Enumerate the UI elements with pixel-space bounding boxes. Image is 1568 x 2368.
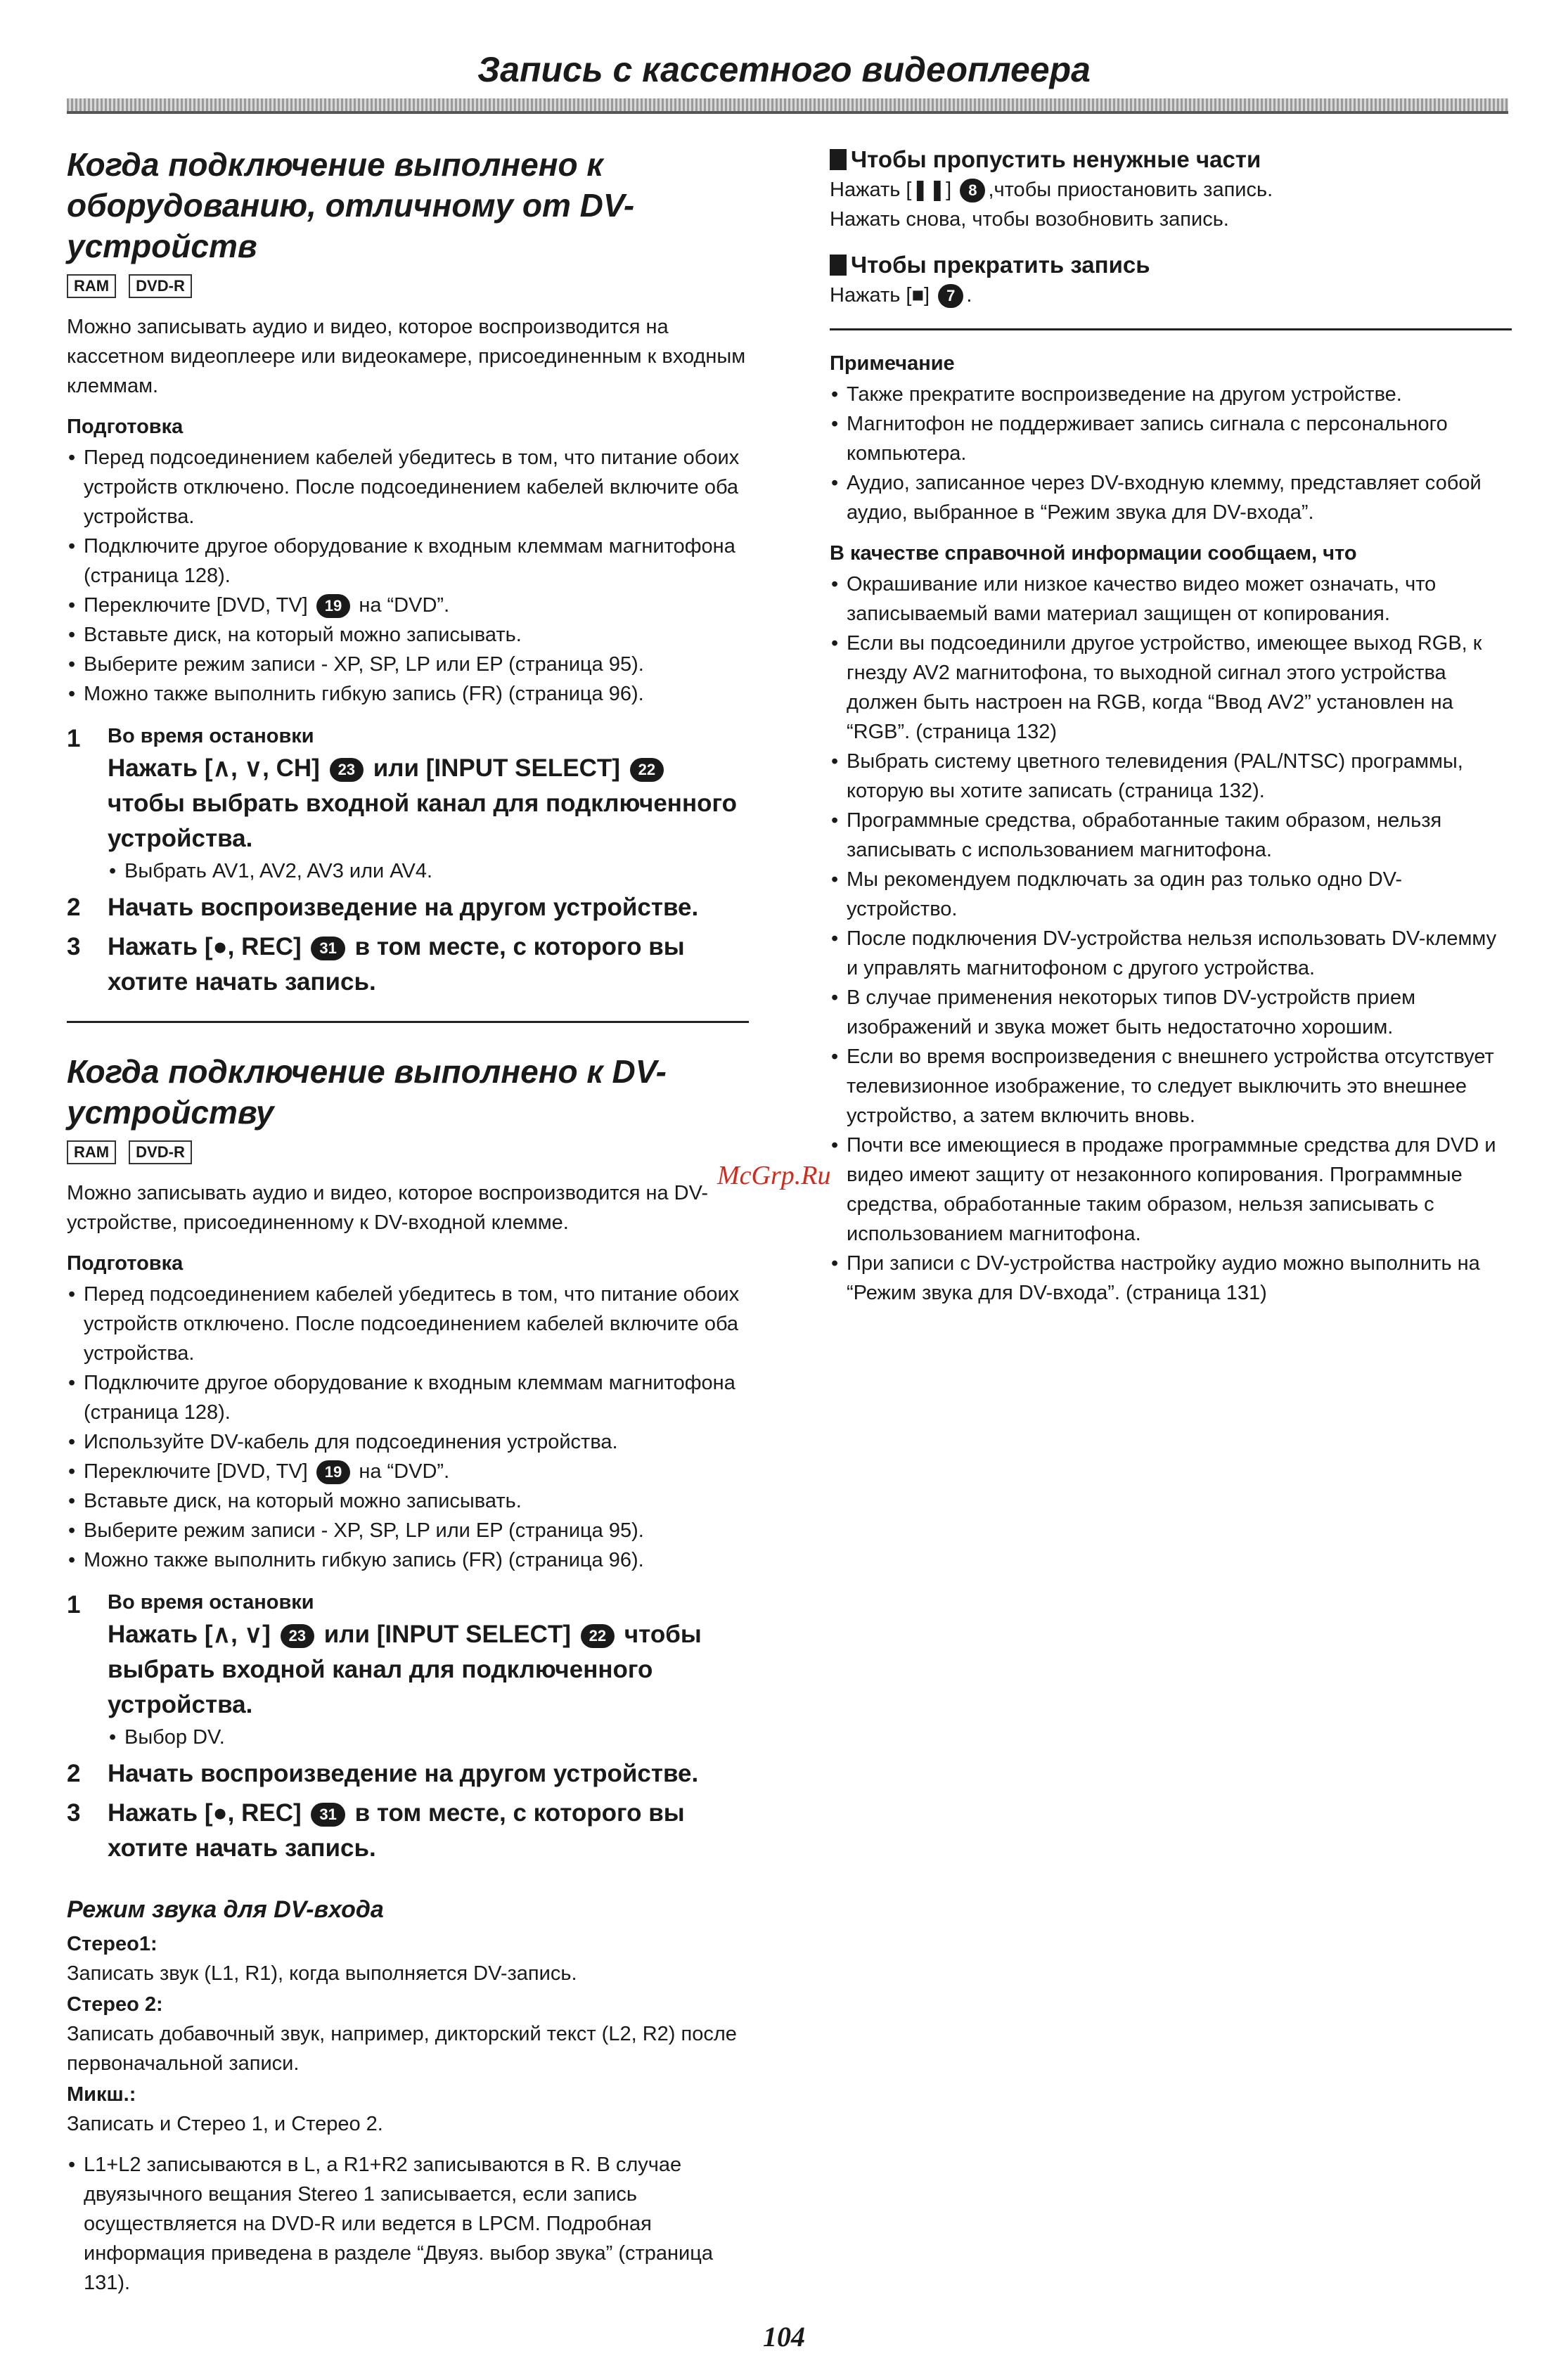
step-number: 1 [67,725,81,752]
step-number: 3 [67,1799,81,1827]
step-1 [67,721,749,886]
button-number-badge: 8 [960,179,985,202]
step-action-text: Нажать [∧, ∨, CH] [108,754,320,782]
list-item: • Если вы подсоединили другое устройство, имеющее выход RGB, к гнезду AV2 магнитофона, то выходной сигнал этого устройства должен быть настроен на RGB, когда “Ввод AV2” установлен на “RGB”. (страница 132) [830,629,1512,747]
prep-list [67,443,749,709]
right-column [830,144,1512,1319]
button-number-badge: 22 [581,1624,615,1648]
list-item: • Почти все имеющиеся в продаже программные средства для DVD и видео имеют защиту от незаконного копирования. Программные средства, обработанные таким образом, нельзя записывать с использованием магнитофона. [830,1131,1512,1249]
disc-tags [67,1138,749,1164]
tag-dvd-r: DVD-R [129,1140,192,1164]
button-number-badge: 23 [281,1624,314,1648]
list-item: • Выбрать систему цветного телевидения (PAL/NTSC) программы, которую вы хотите записать (страница 132). [830,747,1512,806]
switch-text: Переключите [DVD, TV] [84,594,308,617]
prep-label: Подготовка [67,416,184,438]
list-item: • Подключите другое оборудование к входным клеммам магнитофона (страница 128). [67,1368,749,1427]
switch-text-end: на “DVD”. [359,1460,450,1483]
step-number: 1 [67,1591,81,1619]
square-marker-icon [830,149,847,170]
stop-title-text: Чтобы прекратить запись [851,252,1150,278]
section-title: Когда подключение выполнено к DV-устройству [67,1053,667,1131]
section-title: Когда подключение выполнено к оборудованию, отличному от DV-устройств [67,146,635,264]
stop-text: . [966,284,972,307]
tag-ram: RAM [67,274,116,298]
button-number-badge: 19 [316,1460,350,1484]
page-title: Запись с кассетного видеоплеера [477,50,1091,89]
mode-desc: Записать звук (L1, R1), когда выполняется DV-запись. [67,1962,577,1985]
prep-list [67,1280,749,1575]
list-item: • Выберите режим записи - XP, SP, LP или EP (страница 95). [67,1516,749,1545]
step-action-text: в том месте, с которого вы хотите начать запись. [108,933,685,996]
info-label: В качестве справочной информации сообщаем, что [830,542,1357,565]
mode-desc: Записать добавочный звук, например, дикторский текст (L2, R2) после первоначальной записи. [67,2023,737,2075]
step-3 [67,929,749,1000]
prep-label: Подготовка [67,1252,184,1275]
skip-title-text: Чтобы пропустить ненужные части [851,146,1261,172]
step-2 [67,1756,749,1791]
switch-text: Переключите [DVD, TV] [84,1460,308,1483]
step-action-text: чтобы выбрать входной канал для подключенного устройства. [108,1621,702,1718]
section-divider [830,328,1512,330]
stop-text: Нажать [■] [830,284,930,307]
audio-mode-title: Режим звука для DV-входа [67,1896,384,1923]
list-item: • В случае применения некоторых типов DV-устройств прием изображений и звука может быть недостаточно хорошим. [830,983,1512,1042]
step-note: • Выбрать AV1, AV2, AV3 или AV4. [108,856,749,886]
list-item: • Магнитофон не поддерживает запись сигнала с персонального компьютера. [830,409,1512,468]
title-rule [67,98,1508,114]
button-number-badge: 31 [311,937,345,960]
list-item: • L1+L2 записываются в L, а R1+R2 записываются в R. В случае двуязычного вещания Stereo 1 записывается, если запись осуществляется на DVD-R или ведется в LPCM. Подробная информация приведена в разделе “Двуяз. выбор звука” (страница 131). [67,2150,749,2298]
notes-list [830,380,1512,527]
step-action-text: или [INPUT SELECT] [323,1621,571,1648]
steps [67,721,749,1000]
step-3 [67,1796,749,1866]
intro-text: Можно записывать аудио и видео, которое воспроизводится на DV-устройстве, присоединенному к DV-входной клемме. [67,1182,709,1234]
button-number-badge: 19 [316,594,350,618]
list-item: • После подключения DV-устройства нельзя использовать DV-клемму и управлять магнитофоном с другого устройства. [830,924,1512,983]
list-item: • Вставьте диск, на который можно записывать. [67,1486,749,1516]
list-item: • Выберите режим записи - XP, SP, LP или EP (страница 95). [67,650,749,679]
list-item: • Перед подсоединением кабелей убедитесь в том, что питание обоих устройств отключено. После подсоединением кабелей включите оба устройства. [67,443,749,532]
section-non-dv [67,144,749,1000]
list-item: • Аудио, записанное через DV-входную клемму, представляет собой аудио, выбранное в “Режим звука для DV-входа”. [830,468,1512,527]
list-item: • Также прекратите воспроизведение на другом устройстве. [830,380,1512,409]
step-condition: Во время остановки [108,725,314,747]
tag-dvd-r: DVD-R [129,274,192,298]
step-action: Начать воспроизведение на другом устройстве. [108,894,699,921]
step-action [108,751,749,856]
mode-name: Стерео 2: [67,1993,163,2016]
list-item: • Можно также выполнить гибкую запись (FR) (страница 96). [67,1545,749,1575]
step-action [108,929,749,1000]
audio-notes [67,2150,749,2298]
step-action-text: Нажать [●, REC] [108,1799,302,1827]
stop-section [830,250,1512,310]
step-action-text: Нажать [∧, ∨] [108,1621,271,1648]
button-number-badge: 22 [630,758,664,782]
list-item: • Вставьте диск, на который можно записывать. [67,620,749,650]
info-list [830,570,1512,1308]
list-item: • Если во время воспроизведения с внешнего устройства отсутствует телевизионное изображение, то следует выключить это внешнее устройство, а затем включить вновь. [830,1042,1512,1131]
button-number-badge: 23 [330,758,364,782]
list-item: • Используйте DV-кабель для подсоединения устройства. [67,1427,749,1457]
step-note: • Выбор DV. [108,1723,749,1752]
list-item: • Мы рекомендуем подключать за один раз только одно DV-устройство. [830,865,1512,924]
step-condition: Во время остановки [108,1591,314,1614]
step-action-text: в том месте, с которого вы хотите начать запись. [108,1799,685,1862]
watermark: McGrp.Ru [717,1161,831,1190]
list-item: • Подключите другое оборудование к входным клеммам магнитофона (страница 128). [67,532,749,591]
notes-label: Примечание [830,352,955,375]
list-item: • Перед подсоединением кабелей убедитесь в том, что питание обоих устройств отключено. После подсоединением кабелей включите оба устройства. [67,1280,749,1368]
mode-name: Стерео1: [67,1933,158,1955]
skip-line-1 [830,175,1512,205]
section-divider [67,1021,749,1023]
section-dv [67,1051,749,1866]
skip-line-2: Нажать снова, чтобы возобновить запись. [830,208,1229,231]
button-number-badge: 7 [938,284,963,308]
step-action [108,1617,749,1723]
list-item [67,591,749,620]
step-action-text: чтобы выбрать входной канал для подключенного устройства. [108,790,737,852]
list-item: • Программные средства, обработанные таким образом, нельзя записывать с использованием магнитофона. [830,806,1512,865]
step-action-text: или [INPUT SELECT] [373,754,620,782]
page-number: 104 [763,2321,805,2353]
tag-ram: RAM [67,1140,116,1164]
stop-line [830,281,1512,310]
left-column [67,144,749,2309]
step-number: 2 [67,894,81,921]
list-item: • При записи с DV-устройства настройку аудио можно выполнить на “Режим звука для DV-входа”. (страница 131) [830,1249,1512,1308]
list-item [67,1457,749,1486]
step-action: Начать воспроизведение на другом устройстве. [108,1760,699,1787]
square-marker-icon [830,255,847,276]
step-number: 3 [67,933,81,960]
intro-text: Можно записывать аудио и видео, которое воспроизводится на кассетном видеоплеере или видеокамере, присоединенным к входным клеммам. [67,316,746,397]
steps [67,1588,749,1866]
list-item: • Окрашивание или низкое качество видео может означать, что записываемый вами материал защищен от копирования. [830,570,1512,629]
skip-section [830,144,1512,234]
mode-name: Микш.: [67,2083,136,2106]
step-1 [67,1588,749,1752]
step-2 [67,890,749,925]
skip-title [830,144,1512,175]
switch-text-end: на “DVD”. [359,594,450,617]
audio-mode-section [67,1894,749,2298]
step-action [108,1796,749,1866]
mode-desc: Записать и Стерео 1, и Стерео 2. [67,2113,383,2135]
button-number-badge: 31 [311,1803,345,1827]
step-action-text: Нажать [●, REC] [108,933,302,960]
stop-title [830,250,1512,281]
skip-text: ,чтобы приостановить запись. [988,179,1273,201]
disc-tags [67,272,749,298]
list-item: • Можно также выполнить гибкую запись (FR) (страница 96). [67,679,749,709]
step-number: 2 [67,1760,81,1787]
skip-text: Нажать [❚❚] [830,179,952,201]
